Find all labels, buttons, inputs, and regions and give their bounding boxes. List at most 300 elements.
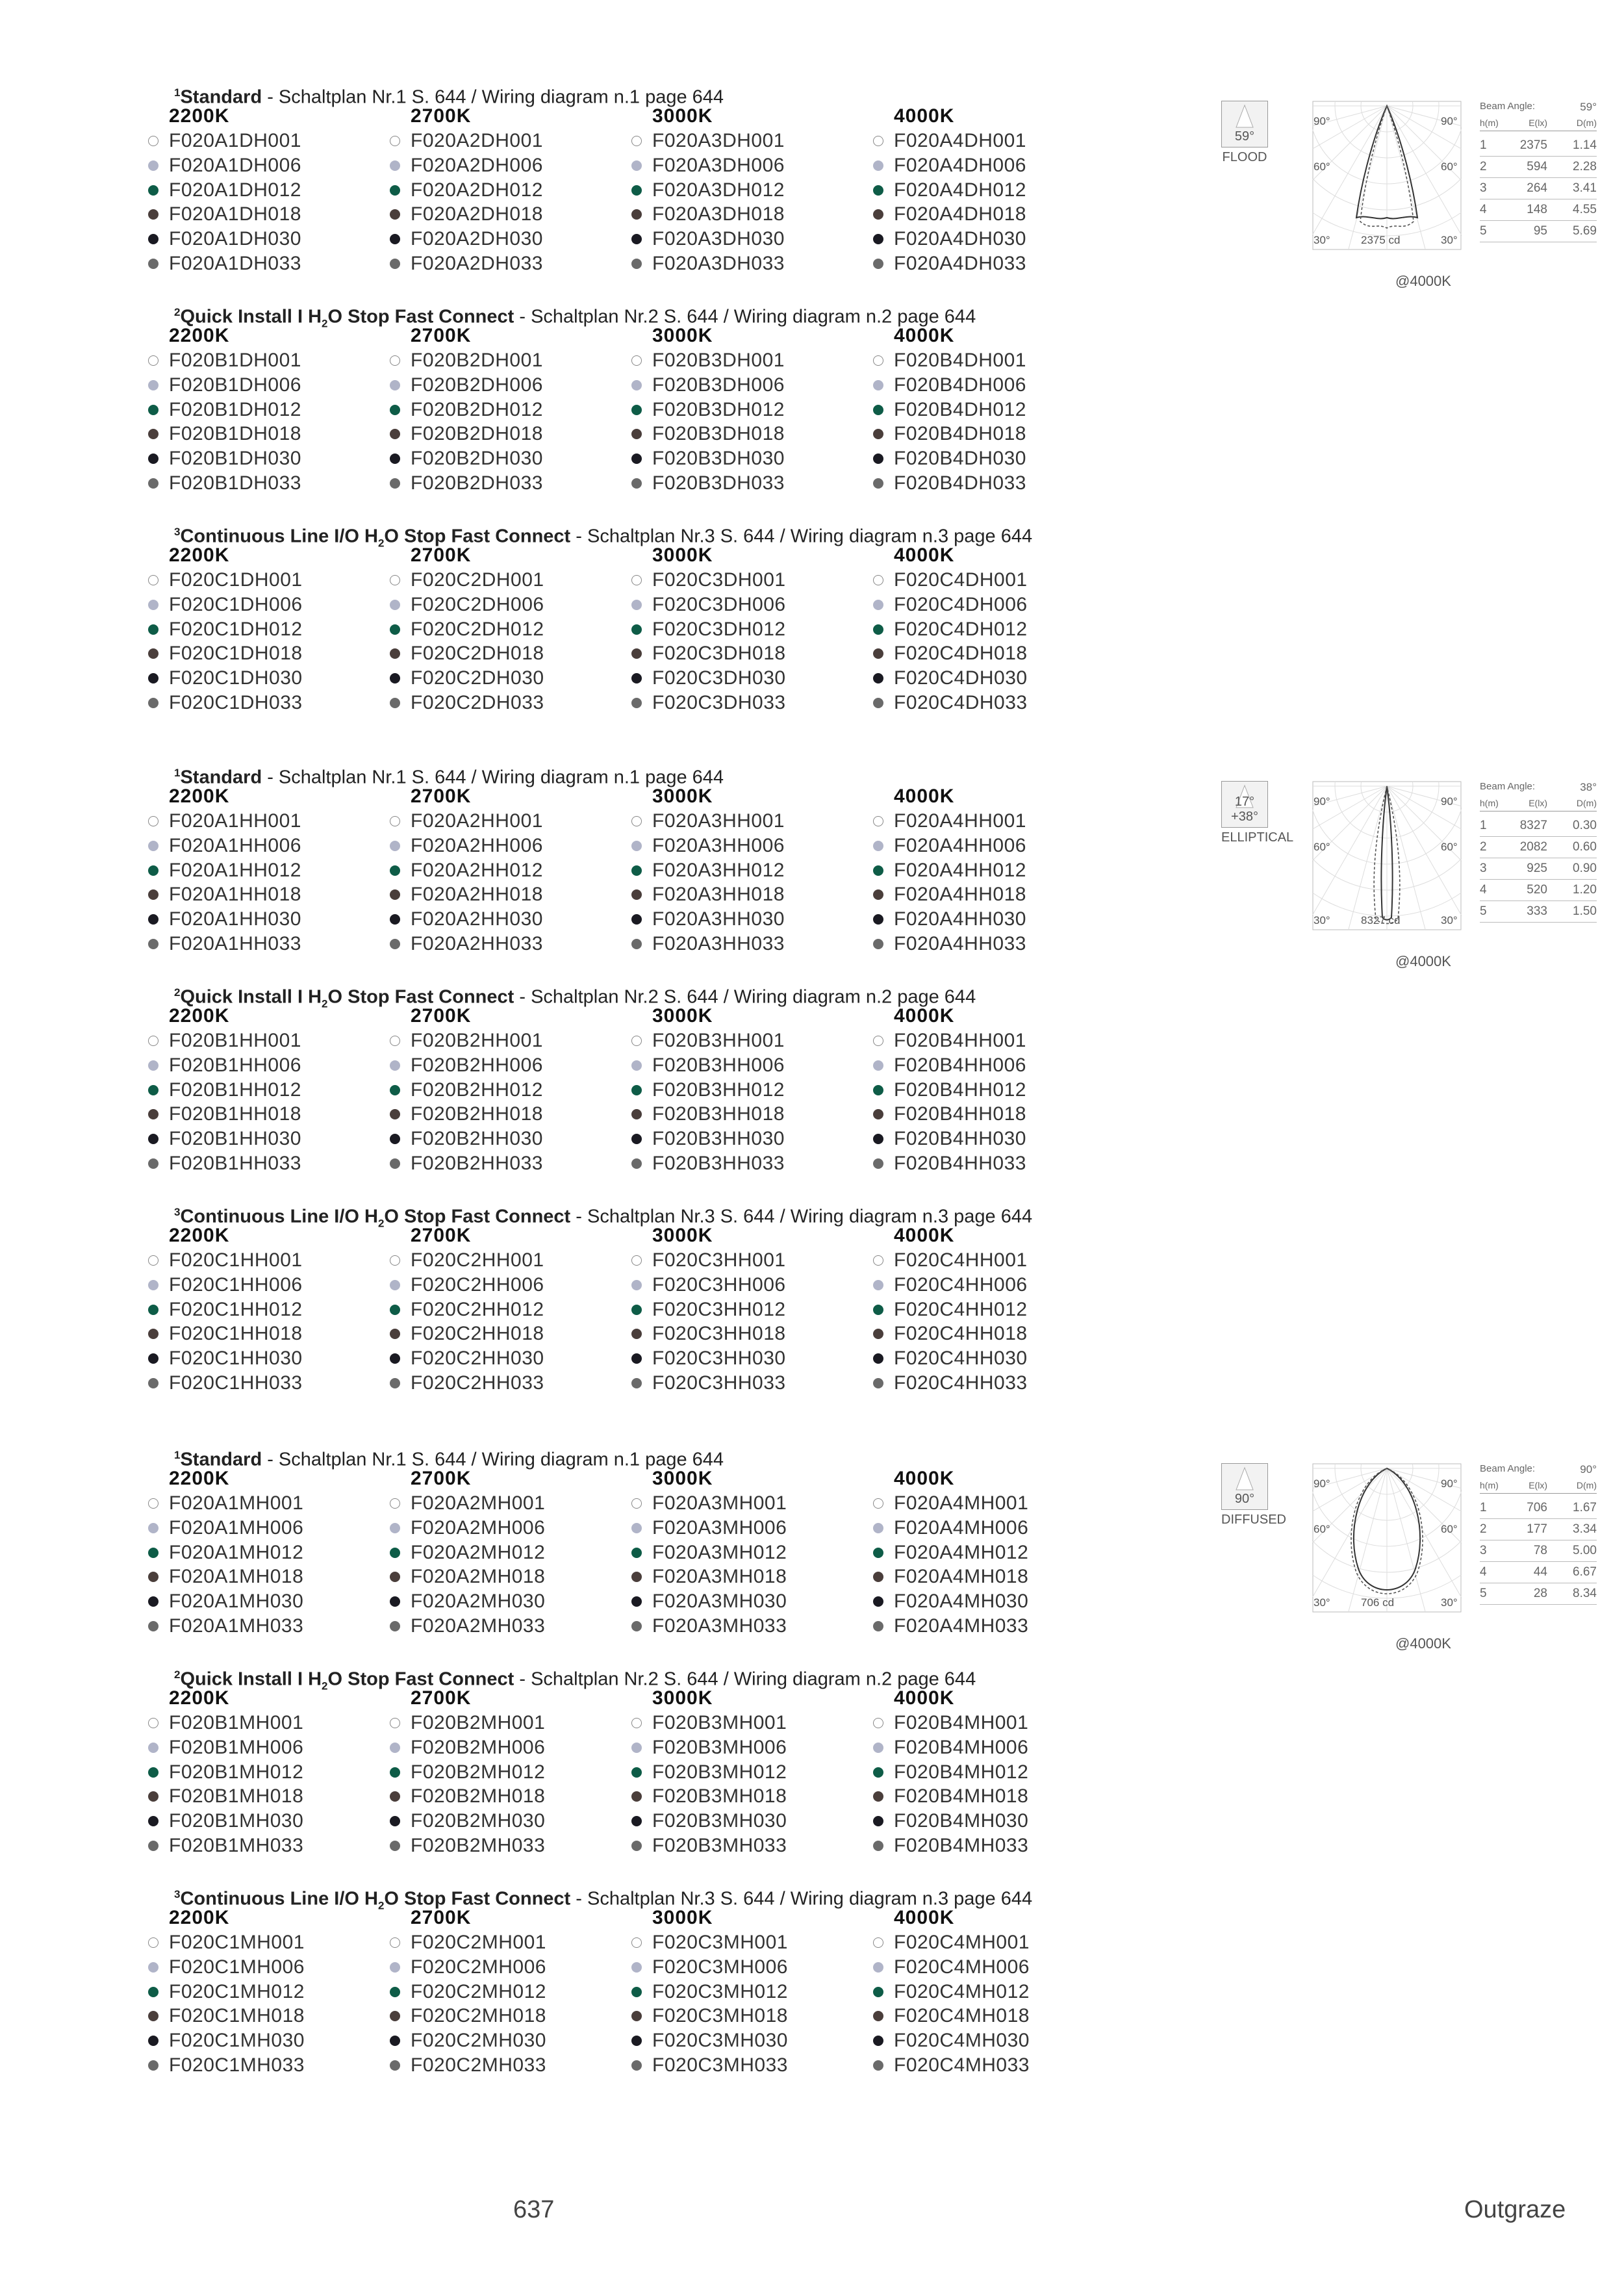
product-code-item [390, 1078, 631, 1103]
table-row [1480, 1562, 1597, 1583]
color-swatch-icon [873, 380, 883, 390]
cct-header: 2200K [169, 105, 230, 127]
subscript-two: 2 [377, 537, 385, 550]
table-row [1480, 1519, 1597, 1540]
product-code-item [390, 882, 631, 907]
product-code-item [873, 1980, 1115, 2004]
color-swatch-icon [873, 1841, 883, 1851]
cct-column [148, 785, 390, 956]
product-code: F020A2DH030 [411, 228, 543, 250]
color-swatch-icon [873, 429, 883, 439]
block-title-cont: O Stop Fast Connect [384, 1888, 571, 1910]
product-code-item [631, 1346, 873, 1371]
polar-angle-label: 60° [1441, 160, 1458, 173]
product-code-item [390, 471, 631, 496]
table-cell: 177 [1527, 1522, 1547, 1536]
product-code-item [873, 882, 1115, 907]
color-swatch-icon [390, 1085, 400, 1095]
color-swatch-icon [390, 1523, 400, 1533]
polar-grid-icon [1312, 101, 1462, 250]
color-swatch-icon [148, 1791, 159, 1802]
product-code-item [390, 1102, 631, 1127]
block-title: Standard [180, 1449, 262, 1470]
product-code: F020A2HH001 [411, 810, 543, 832]
table-cell: 1 [1480, 138, 1487, 152]
cct-header: 4000K [894, 1225, 955, 1246]
product-code: F020B3DH030 [652, 448, 785, 470]
product-code: F020C1DH018 [169, 643, 303, 665]
product-code: F020A2HH033 [411, 932, 543, 954]
product-code: F020A1DH006 [169, 154, 301, 176]
cct-column [148, 324, 390, 496]
color-swatch-icon [148, 355, 159, 366]
measured-at-label: @4000K [1395, 953, 1451, 969]
product-code-item [390, 809, 631, 834]
product-code: F020C4DH030 [894, 667, 1028, 689]
product-code: F020B2MH012 [411, 1761, 546, 1783]
color-swatch-icon [631, 1548, 642, 1558]
product-code: F020B2HH001 [411, 1030, 543, 1051]
color-swatch-icon [390, 648, 400, 659]
color-swatch-icon [873, 600, 883, 610]
product-code-item [631, 932, 873, 956]
product-code-item [148, 1809, 390, 1833]
product-code-item [873, 1151, 1115, 1176]
cct-header: 4000K [894, 1907, 955, 1928]
product-code: F020C1HH012 [169, 1298, 303, 1320]
color-swatch-icon [390, 914, 400, 925]
color-swatch-icon [148, 1767, 159, 1778]
color-swatch-icon [631, 2036, 642, 2046]
color-swatch-icon [390, 234, 400, 244]
table-row [1480, 178, 1597, 199]
color-swatch-icon [873, 624, 883, 635]
product-code-item [390, 129, 631, 153]
color-swatch-icon [148, 160, 159, 171]
block-title-cont: O Stop Fast Connect [327, 306, 514, 327]
product-code: F020A2MH012 [411, 1541, 546, 1563]
product-code: F020B3HH012 [652, 1079, 785, 1101]
cct-column [148, 544, 390, 715]
color-swatch-icon [148, 865, 159, 876]
color-swatch-icon [148, 1816, 159, 1826]
color-swatch-icon [148, 234, 159, 244]
color-swatch-icon [873, 1134, 883, 1144]
product-code: F020C3HH012 [652, 1298, 786, 1320]
product-code: F020C1DH033 [169, 691, 303, 713]
polar-angle-label: 30° [1313, 234, 1330, 246]
product-code: F020C4DH001 [894, 569, 1028, 591]
product-code: F020B1MH030 [169, 1810, 304, 1832]
product-code: F020A2HH030 [411, 908, 543, 930]
product-code-item [390, 1833, 631, 1858]
color-swatch-icon [873, 673, 883, 683]
product-code: F020B2HH030 [411, 1128, 543, 1150]
product-code-item [390, 251, 631, 276]
beam-angle-value: 38° [1580, 781, 1597, 793]
product-code-item [631, 858, 873, 883]
product-code: F020B4DH001 [894, 350, 1026, 371]
polar-angle-label: 30° [1441, 234, 1458, 246]
color-swatch-icon [390, 1816, 400, 1826]
product-code: F020B4HH033 [894, 1152, 1026, 1174]
color-swatch-icon [631, 1085, 642, 1095]
table-header: E(lx) [1529, 118, 1547, 128]
product-code-item [873, 1540, 1115, 1565]
cct-header: 3000K [652, 1907, 713, 1928]
color-swatch-icon [631, 1962, 642, 1973]
cct-header: 3000K [652, 105, 713, 127]
product-code: F020C2DH006 [411, 593, 544, 615]
product-code-item [390, 1322, 631, 1346]
product-code-item [148, 1053, 390, 1078]
beam-icon [1221, 1463, 1268, 1510]
product-code: F020A3DH018 [652, 203, 785, 225]
table-header: h(m) [1480, 1480, 1499, 1490]
product-code-item [148, 1614, 390, 1639]
cct-header: 3000K [652, 325, 713, 346]
product-code: F020C1HH018 [169, 1323, 303, 1345]
color-swatch-icon [631, 355, 642, 366]
cct-header: 3000K [652, 1225, 713, 1246]
product-code: F020C4DH018 [894, 643, 1028, 665]
product-code-item [148, 2028, 390, 2053]
product-code-item [390, 398, 631, 422]
product-code-item [148, 129, 390, 153]
product-code: F020B1MH001 [169, 1712, 304, 1733]
product-code: F020A1DH018 [169, 203, 301, 225]
table-cell: 925 [1527, 862, 1547, 875]
product-code-item [390, 202, 631, 227]
cct-header: 2700K [411, 1005, 472, 1027]
color-swatch-icon [390, 136, 400, 146]
color-swatch-icon [873, 1498, 883, 1509]
product-code-item [631, 2053, 873, 2078]
cct-header: 4000K [894, 1468, 955, 1489]
footnote-number: 3 [174, 526, 181, 538]
product-code: F020B3DH006 [652, 374, 785, 396]
measured-at-label: @4000K [1395, 1635, 1451, 1652]
product-code-item [148, 691, 390, 715]
color-swatch-icon [148, 673, 159, 683]
product-code: F020B4MH033 [894, 1834, 1029, 1856]
product-code: F020B1DH033 [169, 472, 301, 494]
beam-angle-badge: 59° [1234, 129, 1255, 144]
cct-column [390, 1906, 631, 2078]
product-code: F020A1DH033 [169, 252, 301, 274]
product-code-item [148, 1078, 390, 1103]
color-swatch-icon [631, 1158, 642, 1169]
color-swatch-icon [148, 1572, 159, 1582]
product-code-item [631, 1151, 873, 1176]
color-swatch-icon [873, 648, 883, 659]
cct-column [873, 785, 1115, 956]
table-cell: 4 [1480, 203, 1487, 216]
color-swatch-icon [390, 1109, 400, 1119]
product-code-item [873, 422, 1115, 446]
color-swatch-icon [631, 1743, 642, 1753]
product-code-item [148, 373, 390, 398]
product-code: F020B2MH030 [411, 1810, 546, 1832]
product-code: F020B3MH001 [652, 1712, 787, 1733]
color-swatch-icon [873, 889, 883, 900]
polar-angle-label: 60° [1313, 1523, 1330, 1535]
beam-angle-value: 90° [1580, 1463, 1597, 1476]
cct-header: 4000K [894, 1687, 955, 1709]
product-code-item [873, 1078, 1115, 1103]
color-swatch-icon [390, 624, 400, 635]
table-cell: 706 [1527, 1501, 1547, 1514]
product-code: F020B3HH033 [652, 1152, 785, 1174]
cct-column [390, 1467, 631, 1639]
color-swatch-icon [631, 600, 642, 610]
product-code: F020C3DH012 [652, 618, 786, 640]
product-code: F020A2MH018 [411, 1566, 546, 1588]
product-code: F020C2DH030 [411, 667, 544, 689]
polar-angle-label: 90° [1441, 1477, 1458, 1490]
product-code-item [873, 593, 1115, 617]
product-code-item [631, 178, 873, 203]
product-code: F020B1MH018 [169, 1785, 304, 1808]
color-swatch-icon [390, 1255, 400, 1266]
product-code: F020B3DH012 [652, 398, 785, 420]
cct-header: 3000K [652, 1468, 713, 1489]
color-swatch-icon [631, 234, 642, 244]
color-swatch-icon [631, 380, 642, 390]
product-code-item [873, 1297, 1115, 1322]
color-swatch-icon [148, 429, 159, 439]
product-code: F020B2DH018 [411, 423, 543, 445]
table-cell: 2082 [1519, 840, 1547, 854]
product-code-item [148, 153, 390, 178]
polar-diagram [1312, 781, 1462, 930]
product-code-item [148, 422, 390, 446]
product-code: F020A1HH006 [169, 834, 301, 856]
color-swatch-icon [390, 841, 400, 851]
color-swatch-icon [631, 209, 642, 220]
product-code: F020A3DH033 [652, 252, 785, 274]
product-code-item [390, 2028, 631, 2053]
color-swatch-icon [148, 1596, 159, 1607]
product-code-item [873, 153, 1115, 178]
product-code: F020B4DH030 [894, 448, 1026, 470]
brand-name: Outgraze [1464, 2196, 1566, 2223]
product-code: F020B2HH018 [411, 1103, 543, 1125]
product-code-item [390, 858, 631, 883]
product-code: F020B1MH006 [169, 1736, 304, 1758]
product-code: F020A3HH006 [652, 834, 785, 856]
color-swatch-icon [390, 1767, 400, 1778]
color-swatch-icon [390, 1791, 400, 1802]
color-swatch-icon [148, 1060, 159, 1071]
wiring-reference: - Schaltplan Nr.3 S. 644 / Wiring diagram n.3 page 644 [570, 526, 1033, 547]
product-code: F020C3DH006 [652, 593, 786, 615]
color-swatch-icon [631, 1134, 642, 1144]
color-swatch-icon [390, 939, 400, 949]
product-code: F020B1HH012 [169, 1079, 301, 1101]
cct-column [390, 1687, 631, 1858]
product-code: F020A1MH012 [169, 1541, 304, 1563]
cct-header: 2700K [411, 786, 472, 807]
table-cell: 6.67 [1573, 1565, 1597, 1579]
color-swatch-icon [148, 1134, 159, 1144]
table-row [1480, 837, 1597, 858]
product-code-item [390, 446, 631, 471]
product-code: F020C2DH018 [411, 643, 544, 665]
cct-column [148, 1224, 390, 1396]
table-cell: 1.67 [1573, 1501, 1597, 1514]
color-swatch-icon [631, 405, 642, 415]
table-cell: 333 [1527, 904, 1547, 918]
product-code-item [148, 1273, 390, 1297]
product-code: F020C4DH012 [894, 618, 1028, 640]
product-code-item [631, 1371, 873, 1396]
color-swatch-icon [873, 1305, 883, 1315]
product-code: F020A3DH006 [652, 154, 785, 176]
table-cell: 5 [1480, 904, 1487, 918]
color-swatch-icon [148, 1498, 159, 1509]
product-code: F020A1HH012 [169, 859, 301, 881]
color-swatch-icon [148, 2011, 159, 2021]
product-code-item [390, 666, 631, 691]
product-code: F020C3DH030 [652, 667, 786, 689]
color-swatch-icon [148, 380, 159, 390]
polar-angle-label: 30° [1313, 1596, 1330, 1609]
color-swatch-icon [873, 698, 883, 708]
block-title: Continuous Line I/O H [180, 1888, 378, 1910]
color-swatch-icon [390, 1596, 400, 1607]
product-code: F020C4MH030 [894, 2030, 1030, 2052]
table-cell: 28 [1533, 1587, 1547, 1600]
table-header: D(m) [1576, 1480, 1597, 1490]
footnote-number: 2 [174, 306, 181, 318]
product-code-item [148, 1955, 390, 1980]
table-row [1480, 815, 1597, 837]
cct-header: 4000K [894, 325, 955, 346]
product-code: F020A4HH012 [894, 859, 1026, 881]
product-code: F020C3HH001 [652, 1249, 786, 1271]
color-swatch-icon [631, 1329, 642, 1339]
illuminance-table [1480, 101, 1597, 242]
product-code-item [631, 1273, 873, 1297]
table-cell: 2375 [1519, 138, 1547, 152]
product-code-item [390, 907, 631, 932]
product-code: F020C4MH012 [894, 1980, 1030, 2002]
product-code: F020C1MH001 [169, 1932, 305, 1953]
product-code: F020C1MH006 [169, 1956, 305, 1978]
product-code-item [390, 1565, 631, 1589]
beam-badge [1221, 781, 1294, 845]
color-swatch-icon [390, 865, 400, 876]
product-code: F020A2DH001 [411, 130, 543, 151]
product-code-item [631, 251, 873, 276]
peak-intensity: 706 cd [1361, 1596, 1395, 1609]
product-code: F020B2MH001 [411, 1712, 546, 1733]
table-cell: 2 [1480, 160, 1487, 173]
product-code-item [631, 1711, 873, 1735]
product-code: F020B4HH030 [894, 1128, 1026, 1150]
product-code-item [148, 1930, 390, 1955]
product-code: F020A2HH018 [411, 884, 543, 906]
product-code-item [873, 834, 1115, 858]
color-swatch-icon [873, 1572, 883, 1582]
product-code: F020A2HH006 [411, 834, 543, 856]
product-code-item [631, 1784, 873, 1809]
product-code-item [390, 1760, 631, 1785]
product-code: F020B4MH001 [894, 1712, 1029, 1733]
color-swatch-icon [390, 1036, 400, 1046]
product-code-item [148, 1711, 390, 1735]
table-row [1480, 880, 1597, 901]
color-swatch-icon [390, 1572, 400, 1582]
product-code: F020C1DH001 [169, 569, 303, 591]
color-swatch-icon [390, 816, 400, 826]
page-number: 637 [513, 2196, 555, 2223]
table-cell: 0.90 [1573, 862, 1597, 875]
product-code: F020B2MH006 [411, 1736, 546, 1758]
block-title: Standard [180, 86, 262, 108]
product-code: F020B1HH001 [169, 1030, 301, 1051]
color-swatch-icon [631, 478, 642, 489]
color-swatch-icon [873, 259, 883, 269]
color-swatch-icon [631, 136, 642, 146]
product-code-item [148, 1127, 390, 1151]
product-code: F020B4MH030 [894, 1810, 1029, 1832]
product-code: F020B4MH018 [894, 1785, 1029, 1808]
product-code: F020C3DH001 [652, 569, 786, 591]
table-cell: 4.55 [1573, 203, 1597, 216]
product-code: F020A3HH030 [652, 908, 785, 930]
product-code-item [148, 202, 390, 227]
cct-column [631, 1224, 873, 1396]
product-code-item [873, 907, 1115, 932]
product-code-item [631, 1565, 873, 1589]
color-swatch-icon [631, 454, 642, 464]
polar-angle-label: 90° [1313, 115, 1330, 127]
product-code-item [390, 178, 631, 203]
product-code-item [631, 373, 873, 398]
color-swatch-icon [873, 1060, 883, 1071]
color-swatch-icon [148, 1987, 159, 1997]
product-code: F020B4HH012 [894, 1079, 1026, 1101]
table-cell: 3.34 [1573, 1522, 1597, 1536]
product-code-item [148, 568, 390, 593]
product-code: F020A4HH018 [894, 884, 1026, 906]
cct-column [873, 1906, 1115, 2078]
product-code-item [873, 1516, 1115, 1540]
product-code: F020B1HH018 [169, 1103, 301, 1125]
beam-angle-label: Beam Angle: [1480, 101, 1536, 112]
wiring-reference: - Schaltplan Nr.1 S. 644 / Wiring diagram n.1 page 644 [262, 86, 724, 108]
product-code: F020B4MH012 [894, 1761, 1029, 1783]
table-header: E(lx) [1529, 1480, 1547, 1490]
color-swatch-icon [148, 1548, 159, 1558]
product-code: F020B4DH018 [894, 423, 1026, 445]
color-swatch-icon [390, 1548, 400, 1558]
product-code-item [148, 593, 390, 617]
product-code: F020A1DH001 [169, 130, 301, 151]
product-code-item [148, 641, 390, 666]
product-code: F020B1MH033 [169, 1834, 304, 1856]
product-code-item [390, 1127, 631, 1151]
product-code-item [148, 446, 390, 471]
polar-angle-label: 60° [1441, 1523, 1458, 1535]
color-swatch-icon [631, 1791, 642, 1802]
product-code: F020A4MH001 [894, 1492, 1029, 1514]
color-swatch-icon [873, 1937, 883, 1948]
cct-header: 3000K [652, 786, 713, 807]
color-swatch-icon [873, 405, 883, 415]
